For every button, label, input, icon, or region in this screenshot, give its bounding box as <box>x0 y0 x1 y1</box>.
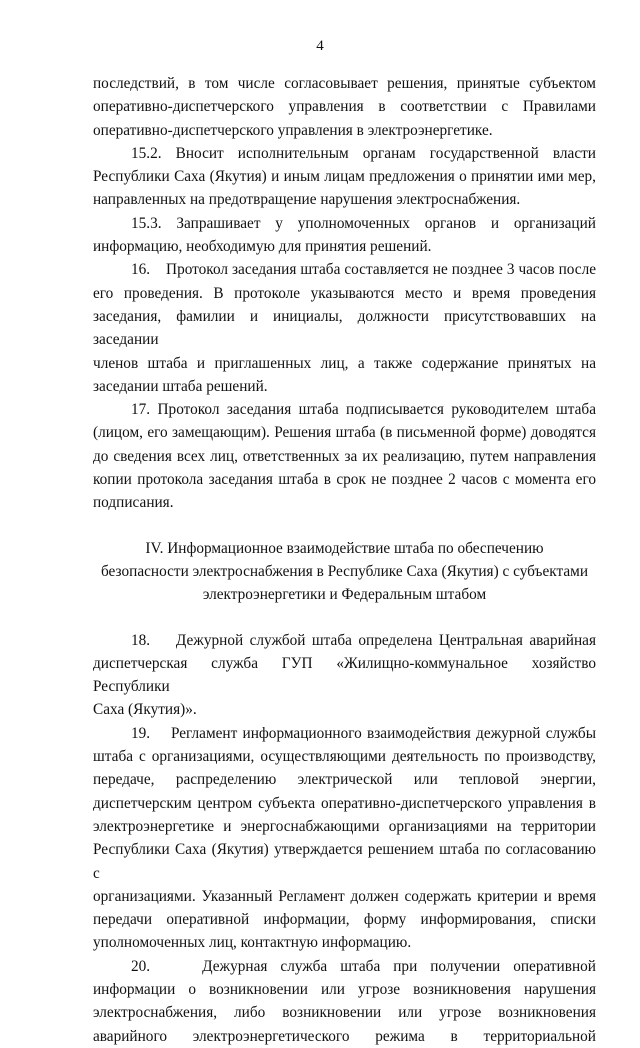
text-line: копии протокола заседания штаба в срок не позднее 2 часов с момента его <box>93 471 596 489</box>
page-number: 4 <box>316 38 324 54</box>
paragraph-continuation <box>93 72 596 142</box>
text-line: штаба с организациями, осуществляющими деятельность по производству, <box>93 748 596 766</box>
text-line: 18. Дежурной службой штаба определена Центральная аварийная <box>131 631 596 649</box>
text-line: информацию, необходимую для принятия решений. <box>93 238 432 256</box>
text-line: Республики Саха (Якутия) утверждается решением штаба по согласованию с <box>93 841 596 882</box>
heading-line: IV. Информационное взаимодействие штаба по обеспечению <box>145 539 544 557</box>
text-line: диспетчерская служба ГУП «Жилищно-коммунальное хозяйство Республики <box>93 654 596 696</box>
text-line: членов штаба и приглашенных лиц, а также содержание принятых на <box>93 354 596 372</box>
text-line: оперативно-диспетчерского управления в электроэнергетике. <box>93 121 493 139</box>
text-line: до сведения всех лиц, ответственных за их реализацию, путем направления <box>93 447 596 465</box>
text-line: направленных на предотвращение нарушения электроснабжения. <box>93 191 521 209</box>
text-line: 15.2. Вносит исполнительным органам государственной власти <box>131 144 596 162</box>
text-line: оперативно-диспетчерского управления в соответствии с Правилами <box>93 98 596 116</box>
text-line: 17. Протокол заседания штаба подписывается руководителем штаба <box>131 401 596 419</box>
paragraph-15-2 <box>93 142 596 212</box>
text-line: последствий, в том числе согласовывает решения, принятые субъектом <box>93 75 596 92</box>
text-line: уполномоченных лиц, контактную информацию. <box>93 934 412 952</box>
text-line: передаче, распределению электрической или тепловой энергии, <box>93 771 596 789</box>
text-line: 16. Протокол заседания штаба составляется не позднее 3 часов после <box>131 261 596 279</box>
text-line: (лицом, его замещающим). Решения штаба (в письменной форме) доводятся <box>93 424 596 442</box>
paragraph-20 <box>93 955 596 1048</box>
text-line: электроснабжения, либо возникновении или угрозе возникновения <box>93 1004 596 1022</box>
document-body <box>93 72 596 1048</box>
text-line: организациями. Указанный Регламент должен содержать критерии и время <box>93 887 596 905</box>
paragraph-18 <box>93 629 596 722</box>
paragraph-19 <box>93 722 596 955</box>
text-line: 15.3. Запрашивает у уполномоченных органов и организаций <box>131 214 596 232</box>
heading-line: безопасности электроснабжения в Республике Саха (Якутия) с субъектами <box>100 562 589 580</box>
text-line: диспетчерским центром субъекта оперативно-диспетчерского управления в <box>93 794 596 812</box>
text-line: заседании штаба решений. <box>93 377 268 395</box>
section-heading <box>93 537 596 607</box>
heading-line: электроэнергетики и Федеральным штабом <box>202 586 487 604</box>
text-line: подписания. <box>93 494 174 512</box>
text-line: информации о возникновении или угрозе возникновения нарушения <box>93 980 596 998</box>
text-line: 20. Дежурная служба штаба при получении оперативной <box>131 957 596 975</box>
text-line: аварийного электроэнергетического режима в территориальной <box>93 1027 596 1045</box>
text-line: его проведения. В протоколе указываются место и время проведения <box>93 284 596 302</box>
paragraph-16 <box>93 258 596 398</box>
text-line: 19. Регламент информационного взаимодействия дежурной службы <box>131 724 596 742</box>
paragraph-17 <box>93 398 596 514</box>
text-line: заседания, фамилии и инициалы, должности присутствовавших на заседании <box>93 307 596 349</box>
text-line: Саха (Якутия)». <box>93 701 197 719</box>
text-line: Республики Саха (Якутия) и иным лицам предложения о принятии ими мер, <box>93 168 596 186</box>
text-line: электроэнергетике и энергоснабжающими организациями на территории <box>93 817 596 835</box>
paragraph-15-3 <box>93 212 596 259</box>
text-line: передачи оперативной информации, форму информирования, списки <box>93 911 596 929</box>
